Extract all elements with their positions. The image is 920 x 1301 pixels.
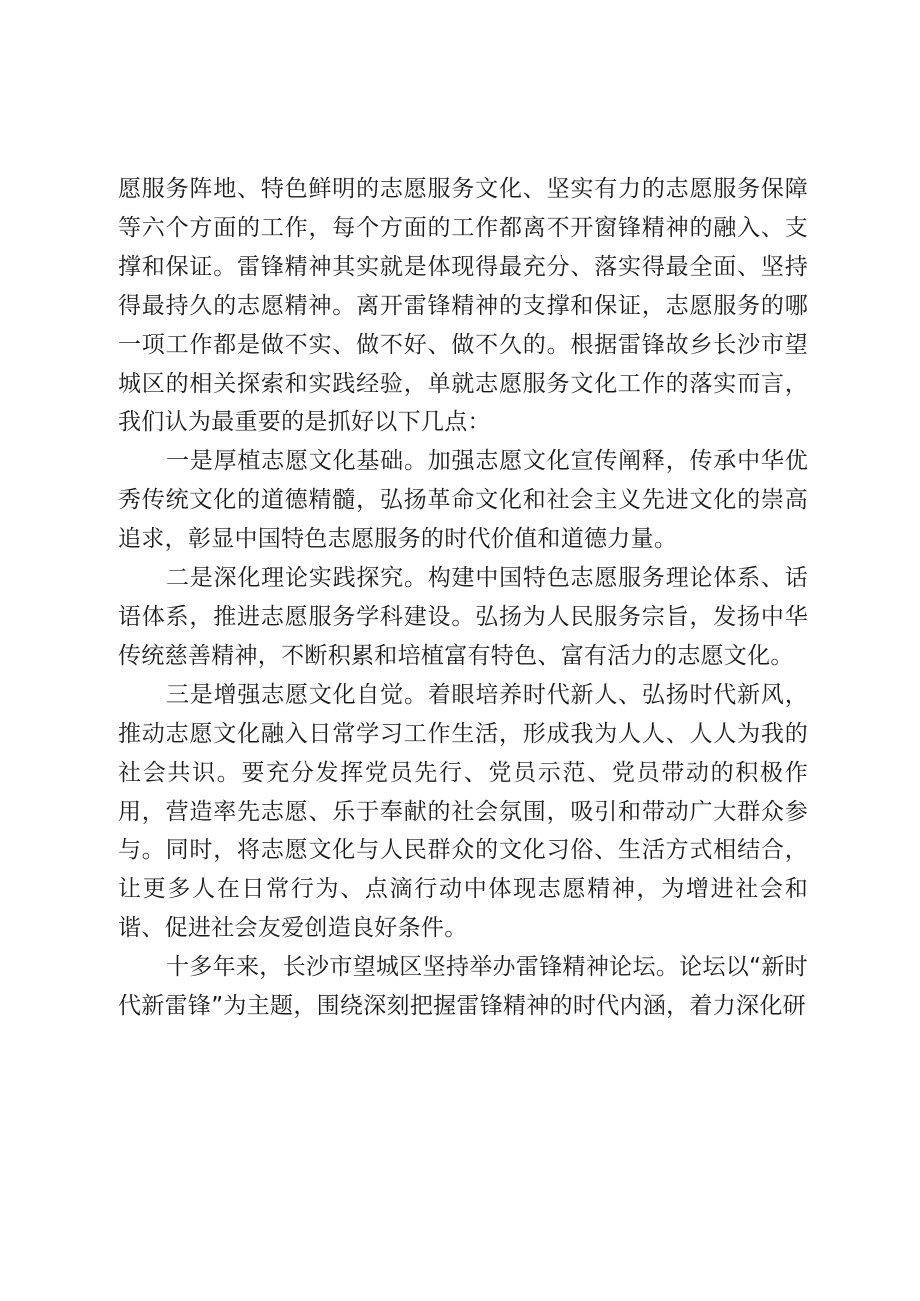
paragraph-point-one: 一是厚植志愿文化基础。加强志愿文化宣传阐释，传承中华优秀传统文化的道德精髓，弘扬革命文化和社会主义先进文化的崇高追求，彰显中国特色志愿服务的时代价值和道德力量。 xyxy=(118,448,808,553)
paragraph-continuation: 愿服务阵地、特色鲜明的志愿服务文化、坚实有力的志愿服务保障等六个方面的工作，每个方面的工作都离不开窗锋精神的融入、支撑和保证。雷锋精神其实就是体现得最充分、落实得最全面、坚持得最持久的志愿精神。离开雷锋精神的支撑和保证，志愿服务的哪一项工作都是做不实、做不好、做不久的。根据雷锋故乡长沙市望城区的相关探索和实践经验，单就志愿服务文化工作的落实而言，我们认为最重要的是抓好以下几点： xyxy=(118,176,808,436)
paragraph-point-two: 二是深化理论实践探究。构建中国特色志愿服务理论体系、话语体系，推进志愿服务学科建设。弘扬为人民服务宗旨，发扬中华传统慈善精神，不断积累和培植富有特色、富有活力的志愿文化。 xyxy=(118,565,808,669)
document-body xyxy=(118,170,808,1026)
paragraph-forum: 十多年来，长沙市望城区坚持举办雷锋精神论坛。论坛以“新时代新雷锋”为主题，围绕深刻把握雷锋精神的时代内涵，着力深化研 xyxy=(118,954,808,1020)
paragraph-point-three: 三是增强志愿文化自觉。着眼培养时代新人、弘扬时代新风，推动志愿文化融入日常学习工作生活，形成我为人人、人人为我的社会共识。要充分发挥党员先行、党员示范、党员带动的积极作用，营造率先志愿、乐于奉献的社会氛围，吸引和带动广大群众参与。同时，将志愿文化与人民群众的文化习俗、生活方式相结合，让更多人在日常行为、点滴行动中体现志愿精神，为增进社会和谐、促进社会友爱创造良好条件。 xyxy=(118,681,808,942)
